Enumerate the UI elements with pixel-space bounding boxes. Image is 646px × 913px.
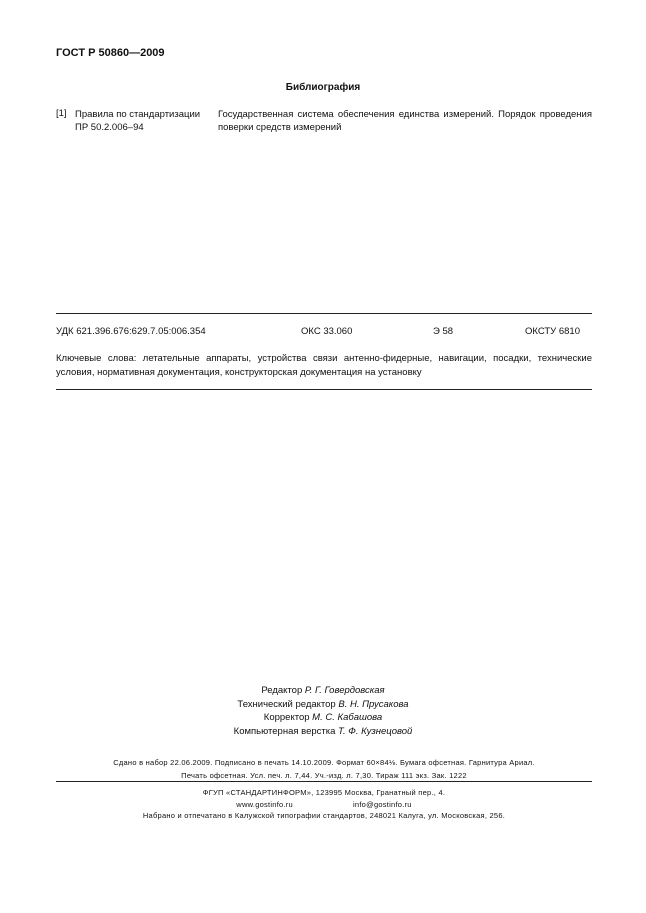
staff-role: Компьютерная верстка <box>233 725 336 737</box>
publication-line: Печать офсетная. Усл. печ. л. 7,44. Уч.-изд. л. 7,30. Тираж 111 экз. Зак. 1222 <box>181 771 467 780</box>
publication-line: Сдано в набор 22.06.2009. Подписано в печать 14.10.2009. Формат 60×84⅛. Бумага офсетная. Гарнитура Ариал. <box>113 758 535 767</box>
staff-role: Редактор <box>261 685 303 696</box>
publisher-block <box>56 787 592 822</box>
printer-info: Набрано и отпечатано в Калужской типографии стандартов, 248021 Калуга, ул. Московская, 256. <box>142 811 506 820</box>
divider-bottom <box>56 389 592 390</box>
divider-publisher <box>56 781 592 782</box>
bibliography-title: Библиография <box>285 82 361 93</box>
keywords-text: Ключевые слова: летательные аппараты, устройства связи антенно-фидерные, навигации, посадки, технические условия, нормативная документация, конструкторская документация на установку <box>56 353 592 378</box>
e-code: Э 58 <box>433 326 454 337</box>
bibliography-entry-number: [1] <box>56 108 67 119</box>
udk-code: УДК 621.396.676:629.7.05:006.354 <box>56 326 206 337</box>
publisher-website: www.gostinfo.ru <box>236 799 293 809</box>
divider-top <box>56 313 592 314</box>
staff-role: Технический редактор <box>237 698 336 710</box>
staff-name: В. Н. Прусакова <box>338 698 409 710</box>
staff-name: Т. Ф. Кузнецовой <box>338 725 413 737</box>
staff-line <box>0 711 646 725</box>
publication-details <box>56 756 592 782</box>
staff-credits <box>0 684 646 738</box>
document-code: ГОСТ Р 50860—2009 <box>56 47 165 59</box>
okstu-code: ОКСТУ 6810 <box>525 326 580 337</box>
staff-role: Корректор <box>263 712 310 723</box>
publisher-email: info@gostinfo.ru <box>352 799 412 809</box>
staff-line <box>0 698 646 712</box>
publisher-address: ФГУП «СТАНДАРТИНФОРМ», 123995 Москва, Гранатный пер., 4. <box>202 788 446 797</box>
staff-line <box>0 725 646 739</box>
bibliography-entry-source <box>75 108 215 134</box>
bibliography-entry-description: Государственная система обеспечения единства измерений. Порядок проведения поверки средств измерений <box>218 109 592 133</box>
staff-line <box>0 684 646 698</box>
staff-name: Р. Г. Говердовская <box>304 685 385 696</box>
bibliography-source-line: ПР 50.2.006–94 <box>75 122 144 133</box>
bibliography-source-line: Правила по стандартизации <box>75 109 201 120</box>
oks-code: ОКС 33.060 <box>301 326 353 337</box>
staff-name: М. С. Кабашова <box>312 712 383 723</box>
publisher-contacts <box>56 799 592 811</box>
